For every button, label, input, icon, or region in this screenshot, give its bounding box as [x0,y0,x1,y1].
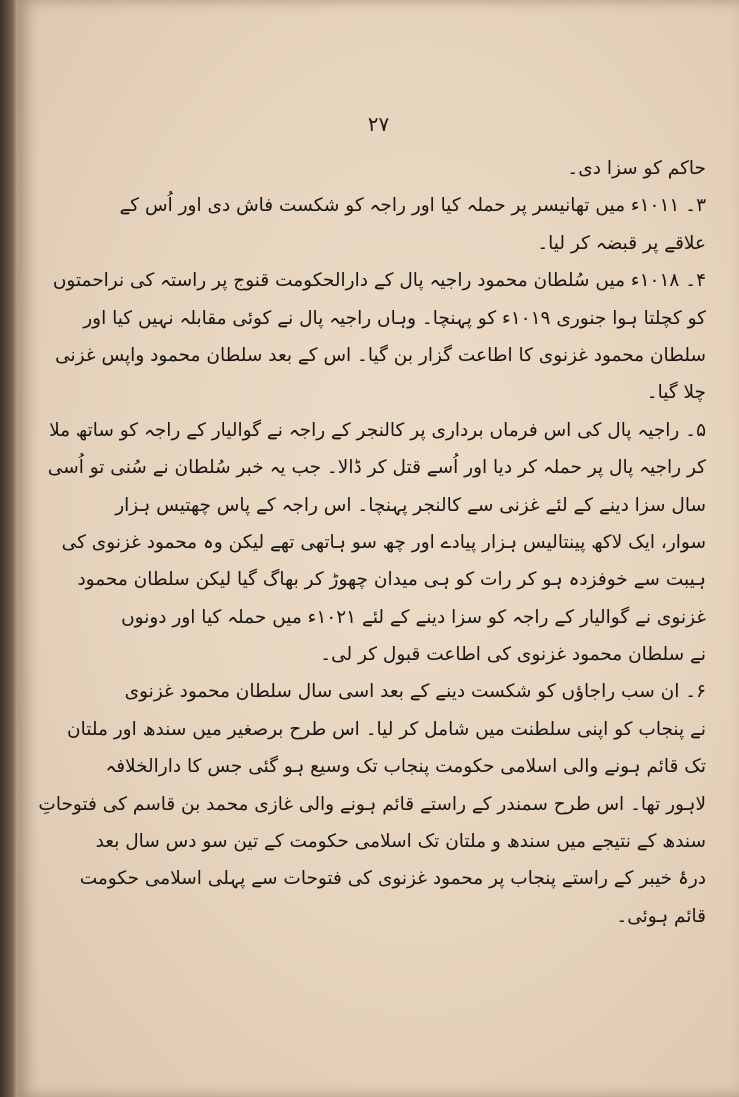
text-line: کو کچلتا ہوا جنوری ۱۰۱۹ء کو پہنچا۔ وہاں راجیہ پال نے کوئی مقابلہ نہیں کیا اور [83,307,706,329]
text-line: درۂ خیبر کے راستے پنجاب پر محمود غزنوی کی فتوحات سے پہلی اسلامی حکومت [79,868,706,890]
book-page [18,0,739,1097]
text-line: لاہور تھا۔ اس طرح سمندر کے راستے قائم ہونے والی غازی محمد بن قاسم کی فتوحاتِ [38,793,706,815]
text-line: نے پنجاب کو اپنی سلطنت میں شامل کر لیا۔ اس طرح برصغیر میں سندھ اور ملتان [67,718,706,740]
text-line: علاقے پر قبضہ کر لیا۔ [537,232,706,254]
text-line: قائم ہوئی۔ [616,905,706,927]
text-line: ۴۔ ۱۰۱۸ء میں سُلطان محمود راجیہ پال کے دارالحکومت قنوج پر راستہ کی نراحمتوں [52,270,706,292]
text-line: غزنوی نے گوالیار کے راجہ کو سزا دینے کے لئے ۱۰۲۱ء میں حملہ کیا اور دونوں [121,606,706,628]
text-line: ۶۔ ان سب راجاؤں کو شکست دینے کے بعد اسی سال سلطان محمود غزنوی [124,681,706,703]
text-line: سلطان محمود غزنوی کا اطاعت گزار بن گیا۔ اس کے بعد سلطان محمود واپس غزنی [55,344,706,366]
text-line: سال سزا دینے کے لئے غزنی سے کالنجر پہنچا۔ اس راجہ کے پاس چھتیس ہزار [115,494,706,516]
text-line: ۵۔ راجیہ پال کی اس فرماں برداری پر کالنجر کے راجہ نے گوالیار کے راجہ کو ساتھ ملا [49,419,706,441]
page-number: ۲۷ [367,112,390,136]
text-line: چلا گیا۔ [646,382,706,404]
text-line: حاکم کو سزا دی۔ [567,158,706,179]
body-text [38,150,706,935]
text-line: کر راجیہ پال پر حملہ کر دیا اور اُسے قتل کر ڈالا۔ جب یہ خبر سُلطان نے سُنی تو اُسی [47,457,706,479]
text-line: تک قائم ہونے والی اسلامی حکومت پنجاب تک وسیع ہو گئی جس کا دارالخلافہ [105,756,706,778]
text-line: سندھ کے نتیجے میں سندھ و ملتان تک اسلامی حکومت کے تین سو دس سال بعد [95,831,706,853]
text-line: نے سلطان محمود غزنوی کی اطاعت قبول کر لی۔ [320,644,706,666]
text-line: ۳۔ ۱۰۱۱ء میں تھانیسر پر حملہ کیا اور راجہ کو شکست فاش دی اور اُس کے [119,195,706,217]
book-binding [0,0,18,1097]
text-line: سوار، ایک لاکھ پینتالیس ہزار پیادے اور چھ سو ہاتھی تھے لیکن وہ محمود غزنوی کی [61,531,706,553]
text-line: ہیبت سے خوفزدہ ہو کر رات کو ہی میدان چھوڑ کر بھاگ گیا لیکن سلطان محمود [77,569,706,591]
